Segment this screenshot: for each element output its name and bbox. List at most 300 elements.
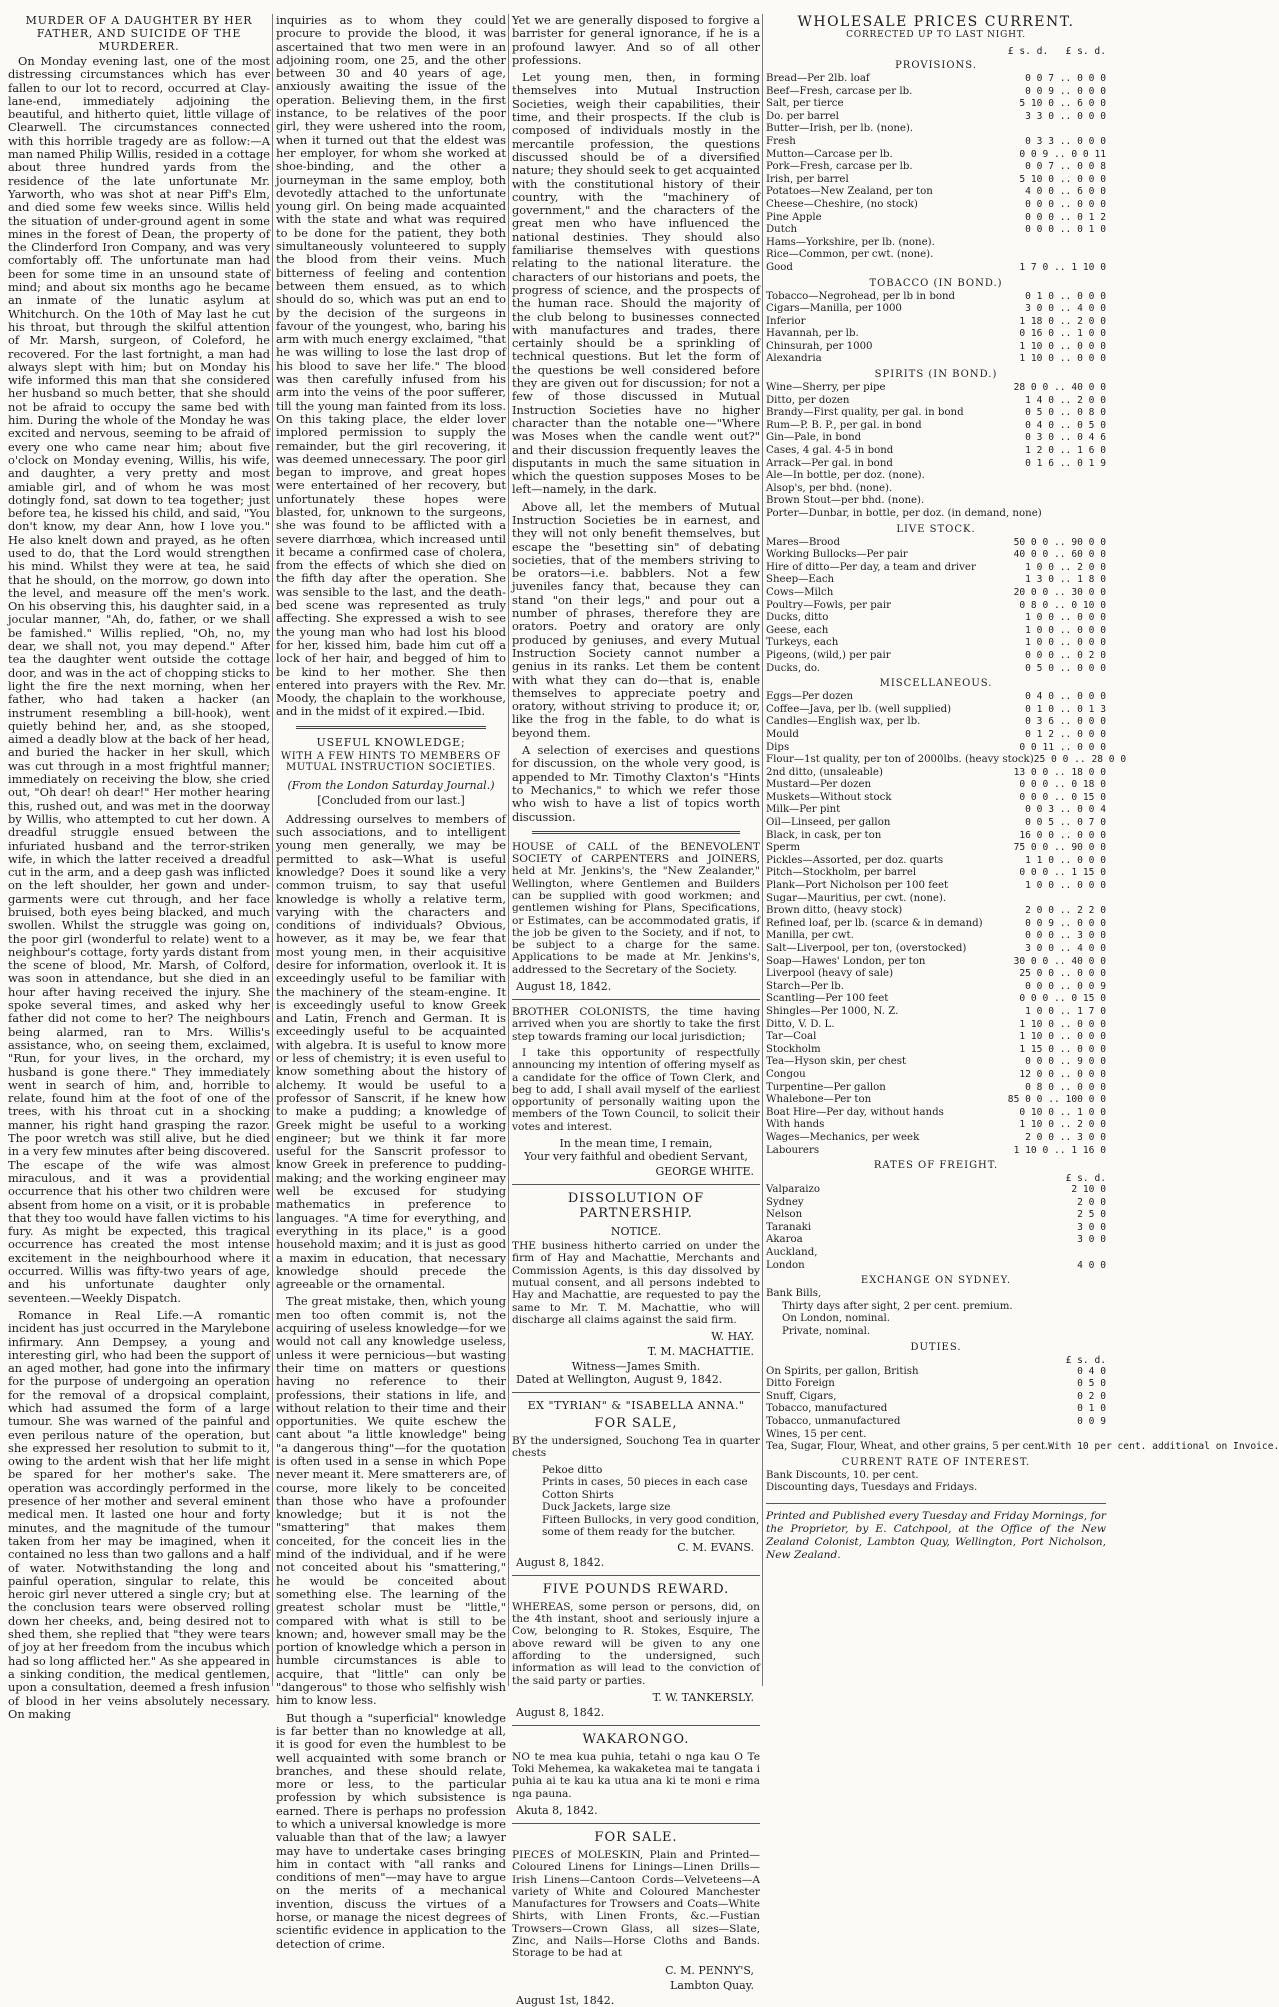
exchange-line: On London, nominal. bbox=[782, 1313, 891, 1325]
price-item-label: Ale—In bottle, per doz. (none). bbox=[766, 470, 925, 482]
price-item-value: 20 0 0 .. 30 0 0 bbox=[1013, 586, 1106, 598]
price-item-label: Potatoes—New Zealand, per ton bbox=[766, 186, 933, 198]
price-item-label: Black, in cask, per ton bbox=[766, 829, 882, 841]
price-row bbox=[766, 470, 1106, 483]
prices-title: WHOLESALE PRICES CURRENT. bbox=[797, 14, 1075, 30]
price-item-value: 1 2 0 .. 1 6 0 bbox=[1025, 445, 1106, 457]
price-item-value: 0 0 0 .. 0 18 0 bbox=[1019, 779, 1106, 791]
ad-witness: Witness—James Smith. bbox=[571, 1360, 701, 1374]
price-item-value: 0 0 0 .. 0 15 0 bbox=[1019, 791, 1106, 803]
exchange-line: Thirty days after sight, 2 per cent. premium. bbox=[782, 1300, 1013, 1312]
price-item-value: 1 10 0 .. 1 16 0 bbox=[1013, 1144, 1106, 1156]
price-item-label: Candles—English wax, per lb. bbox=[766, 716, 921, 728]
price-item-label: Tobacco—Negrohead, per lb in bond bbox=[766, 290, 956, 302]
price-row bbox=[766, 549, 1106, 562]
currency-header: £ s. d. bbox=[1065, 1173, 1106, 1185]
price-item-value: 1 7 0 .. 1 10 0 bbox=[1019, 261, 1106, 273]
price-item-value: 28 0 0 .. 40 0 0 bbox=[1013, 382, 1106, 394]
price-item-value: 0 5 0 .. 0 0 0 bbox=[1025, 662, 1106, 674]
price-row bbox=[766, 1403, 1106, 1416]
price-row bbox=[766, 1441, 1279, 1454]
ad-brother-colonists bbox=[512, 1006, 760, 1178]
price-row bbox=[766, 993, 1106, 1006]
price-row bbox=[766, 691, 1106, 704]
section-heading: SPIRITS (IN BOND.) bbox=[874, 369, 998, 381]
section-divider bbox=[532, 831, 740, 834]
price-row bbox=[766, 1234, 1106, 1247]
price-item-label: Wages—Mechanics, per week bbox=[766, 1131, 920, 1143]
price-item-label: Nelson bbox=[766, 1209, 803, 1221]
price-item-value: 0 4 0 .. 0 0 0 bbox=[1025, 691, 1106, 703]
price-item-label: Soap—Hawes' London, per ton bbox=[766, 955, 926, 967]
column-rule bbox=[762, 14, 763, 1686]
price-row bbox=[766, 716, 1106, 729]
ad-place: Lambton Quay. bbox=[670, 1978, 754, 1992]
price-row bbox=[766, 149, 1106, 162]
ad-for-sale-evans bbox=[512, 1399, 760, 1569]
price-row bbox=[766, 930, 1106, 943]
price-row bbox=[766, 1222, 1106, 1235]
article-paragraph: Addressing ourselves to members of such associations, and to intelligent young men generally, we may be permitted to ask—What is useful knowledge? Does it sound like a very common truism, to say that useful knowledge is wholly a relative term, varying with the characters and conditions of individuals? Obvious, however, as it may be, we fear that most young men, in their acquisitive desire for information, overlook it. It is exceedingly useful to be familiar with the machinery of the steam-engine. It is exceedingly useful to know Greek and Latin, French and German. It is exceedingly useful to be acquainted with algebra. It is useful to know more or less of chemistry; it is even useful to know something about the history of alchemy. It would be useful to a professor of Sanscrit, if he knew how to make a pudding; a knowledge of Greek might be useful to a working engineer; but we think it far more useful for the Sanscrit professor to know Greek in preference to pudding-making; and the working engineer may well be excused for studying mathematics in preference to languages. "A time for everything, and everything in its place," is a good household maxim; and it is just as good a maxim in education, that necessary knowledge should precede the agreeable or the ornamental. bbox=[276, 811, 506, 1292]
price-item-label: Tea, Sugar, Flour, Wheat, and other grains, 5 per cent. bbox=[766, 1441, 1049, 1453]
price-item-value: 0 0 0 .. 0 1 0 bbox=[1025, 224, 1106, 236]
price-row bbox=[766, 1082, 1106, 1095]
price-row bbox=[766, 445, 1106, 458]
price-item-value: 0 0 9 bbox=[1077, 1416, 1106, 1427]
price-row bbox=[766, 1056, 1106, 1069]
price-row bbox=[766, 303, 1106, 316]
price-item-value: 2 10 0 bbox=[1071, 1184, 1106, 1196]
price-item-value: 1 10 0 .. 0 0 0 bbox=[1019, 340, 1106, 352]
duties-table bbox=[766, 1365, 1279, 1454]
price-item-value: 0 4 0 bbox=[1077, 1365, 1106, 1377]
price-item-value: 0 0 11 .. 0 0 0 bbox=[1019, 741, 1106, 753]
price-row bbox=[766, 905, 1106, 918]
price-item-value bbox=[1002, 483, 1106, 496]
price-row bbox=[766, 981, 1106, 994]
section-divider bbox=[296, 726, 486, 729]
price-row bbox=[766, 704, 1106, 717]
price-row bbox=[766, 1197, 1106, 1210]
freight-table bbox=[766, 1184, 1106, 1272]
duties-column-header bbox=[766, 1355, 1106, 1366]
price-item-value: 5 10 0 .. 0 0 0 bbox=[1019, 173, 1106, 185]
price-item-label: Rice—Common, per cwt. (none). bbox=[766, 249, 934, 261]
price-item-label: Coffee—Java, per lb. (well supplied) bbox=[766, 703, 952, 715]
ad-title: WAKARONGO. bbox=[582, 1731, 690, 1747]
price-item-value: 0 3 6 .. 0 0 0 bbox=[1025, 716, 1106, 728]
price-item-label: Hire of ditto—Per day, a team and driver bbox=[766, 561, 976, 573]
price-item-value bbox=[1002, 470, 1106, 483]
price-row bbox=[766, 432, 1106, 445]
ad-divider bbox=[512, 1392, 760, 1393]
price-row bbox=[766, 237, 1106, 250]
price-item-value: 1 1 0 .. 0 0 0 bbox=[1025, 854, 1106, 866]
interest-line: Bank Discounts, 10. per cent. bbox=[766, 1469, 919, 1481]
ad-for-sale-penny bbox=[512, 1830, 760, 2007]
price-item-value: 0 0 0 .. 0 1 2 bbox=[1025, 211, 1106, 223]
price-item-label: Geese, each bbox=[766, 624, 829, 636]
price-item-label: Tar—Coal bbox=[766, 1031, 817, 1043]
exchange-line: Bank Bills, bbox=[766, 1288, 822, 1300]
list-item: Prints in cases, 50 pieces in each case bbox=[542, 1476, 748, 1489]
section-heading: DUTIES. bbox=[910, 1341, 962, 1353]
price-item-value: 0 0 0 .. 9 0 0 bbox=[1025, 1056, 1106, 1068]
ad-title: FOR SALE, bbox=[594, 1416, 678, 1432]
price-row bbox=[766, 537, 1106, 550]
price-row bbox=[766, 123, 1106, 136]
price-row bbox=[766, 224, 1106, 237]
price-row bbox=[766, 1145, 1106, 1158]
price-item-label: Boat Hire—Per day, without hands bbox=[766, 1106, 944, 1118]
ad-title: DISSOLUTION OF PARTNERSHIP. bbox=[567, 1191, 705, 1222]
price-row bbox=[766, 1132, 1106, 1145]
price-item-label: Brandy—First quality, per gal. in bond bbox=[766, 407, 964, 419]
ad-wakarongo bbox=[512, 1732, 760, 1817]
price-item-label: Bread—Per 2lb. loaf bbox=[766, 73, 870, 84]
price-item-label: Dips bbox=[766, 741, 790, 753]
price-item-label: Ditto, V. D. L. bbox=[766, 1018, 835, 1030]
ad-signature: GEORGE WHITE. bbox=[655, 1165, 754, 1179]
article-paragraph: Above all, let the members of Mutual Instruction Societies be in earnest, and they will not only benefit themselves, but escape the "besetting sin" of debating societies, that of the members striving to be orators—i.e. babblers. Not a few juveniles fancy that, because they can stand "on their legs," and pour out a number of phrases, therefore they are orators. Poetry and oratory are only produced by geniuses, and every Mutual Instruction Society cannot number a genius in its ranks. Let them be content with what they can do—that is, enable themselves to appreciate poetry and oratory, without striving to produce it; or, like the frog in the fable, to do what is beyond them. bbox=[512, 499, 760, 740]
price-item-value bbox=[1002, 237, 1106, 250]
subheadline: WITH A FEW HINTS TO MEMBERS OF MUTUAL INSTRUCTION SOCIETIES. bbox=[280, 750, 502, 773]
price-item-value: 75 0 0 .. 90 0 0 bbox=[1013, 842, 1106, 854]
price-row bbox=[766, 918, 1106, 931]
price-item-label: Manilla, per cwt. bbox=[766, 930, 854, 942]
article-paragraph: A selection of exercises and questions for discussion, on the whole very good, is appended to Mr. Timothy Claxton's "Hints to Mechanics," to which we refer those who wish to have a list of topics worth discussion. bbox=[512, 743, 760, 824]
price-item-label: Congou bbox=[766, 1068, 806, 1080]
price-item-value: 13 0 0 .. 18 0 0 bbox=[1013, 766, 1106, 778]
price-row bbox=[766, 86, 1106, 99]
price-item-label: Pigeons, (wild,) per pair bbox=[766, 649, 891, 661]
price-item-value: 12 0 0 .. 0 0 0 bbox=[1019, 1068, 1106, 1080]
price-row bbox=[766, 867, 1106, 880]
price-item-value: 1 0 0 .. 0 0 0 bbox=[1025, 624, 1106, 636]
price-item-label: Auckland, bbox=[766, 1247, 818, 1259]
price-item-value bbox=[1002, 123, 1106, 136]
price-item-value: 0 0 0 .. 0 2 0 bbox=[1025, 649, 1106, 661]
price-item-label: Sugar—Mauritius, per cwt. (none). bbox=[766, 892, 947, 904]
price-item-label: Pork—Fresh, carcase per lb. bbox=[766, 161, 913, 173]
exchange-line: Private, nominal. bbox=[782, 1326, 871, 1338]
price-item-label: Salt, per tierce bbox=[766, 98, 844, 110]
price-item-label: Akaroa bbox=[766, 1234, 803, 1246]
price-row bbox=[766, 249, 1106, 262]
price-item-value: 1 0 0 .. 0 0 0 bbox=[1025, 637, 1106, 649]
price-item-label: Pickles—Assorted, per doz. quarts bbox=[766, 854, 944, 866]
price-item-label: Liverpool (heavy of sale) bbox=[766, 968, 894, 980]
price-item-value: 0 0 9 .. 0 0 0 bbox=[1025, 85, 1106, 97]
price-item-value: 5 10 0 .. 6 0 0 bbox=[1019, 98, 1106, 110]
price-item-value: 0 5 0 .. 0 8 0 bbox=[1025, 407, 1106, 419]
price-row bbox=[766, 880, 1106, 893]
price-item-label: Porter—Dunbar, in bottle, per doz. (in demand, none) bbox=[766, 508, 1042, 519]
price-row bbox=[766, 587, 1106, 600]
price-row bbox=[766, 1391, 1106, 1404]
ad-reward bbox=[512, 1582, 760, 1719]
section-heading: EXCHANGE ON SYDNEY. bbox=[860, 1275, 1012, 1287]
price-item-value: 1 18 0 .. 2 0 0 bbox=[1019, 315, 1106, 327]
price-row bbox=[766, 663, 1106, 676]
price-item-value: 2 5 0 bbox=[1077, 1209, 1106, 1221]
ad-body: I take this opportunity of respectfully announcing my intention of offering myself as a candidate for the office of Town Clerk, and beg to add, I shall avail myself of the earliest opportunity of personally waiting upon the members of the Town Council, to solicit their votes and interest. bbox=[512, 1046, 760, 1133]
price-item-value: 1 10 0 .. 0 0 0 bbox=[1019, 1018, 1106, 1030]
price-item-value: 0 1 6 .. 0 1 9 bbox=[1025, 457, 1106, 469]
price-item-value: 2 0 0 bbox=[1077, 1196, 1106, 1208]
ad-body: BY the undersigned, Souchong Tea in quarter chests bbox=[512, 1435, 760, 1460]
price-row bbox=[766, 495, 1106, 508]
price-row bbox=[766, 174, 1106, 187]
price-item-label: Do. per barrel bbox=[766, 110, 839, 122]
freight-column-header bbox=[766, 1173, 1106, 1184]
price-item-value: 0 1 0 bbox=[1077, 1403, 1106, 1415]
article-source: (From the London Saturday Journal.) bbox=[287, 778, 495, 792]
price-item-value bbox=[1002, 1429, 1106, 1442]
price-row bbox=[766, 341, 1106, 354]
price-row bbox=[766, 1378, 1106, 1391]
price-item-label: Mares—Brood bbox=[766, 536, 840, 548]
price-item-value: 0 1 0 .. 0 0 0 bbox=[1025, 290, 1106, 302]
price-row bbox=[766, 562, 1106, 575]
column-4-prices bbox=[766, 14, 1279, 1686]
price-row bbox=[766, 420, 1106, 433]
price-item-value: 0 0 0 .. 3 0 0 bbox=[1025, 930, 1106, 942]
prices-subtitle: CORRECTED UP TO LAST NIGHT. bbox=[846, 30, 1026, 40]
price-row bbox=[766, 161, 1106, 174]
price-item-label: Valparaizo bbox=[766, 1184, 821, 1196]
price-item-label: On Spirits, per gallon, British bbox=[766, 1365, 919, 1377]
section-heading: CURRENT RATE OF INTEREST. bbox=[841, 1456, 1031, 1468]
ad-divider bbox=[512, 1823, 760, 1824]
price-row bbox=[766, 136, 1106, 149]
price-item-value: 1 0 0 .. 2 0 0 bbox=[1025, 561, 1106, 573]
price-item-label: Mustard—Per dozen bbox=[766, 779, 872, 791]
price-item-value: 25 0 0 .. 28 0 0 bbox=[1033, 754, 1127, 766]
price-item-value: 0 3 0 .. 0 4 6 bbox=[1025, 432, 1106, 444]
ad-date: Akuta 8, 1842. bbox=[516, 1803, 598, 1817]
price-item-label: London bbox=[766, 1259, 805, 1271]
price-item-label: Turkeys, each bbox=[766, 637, 839, 649]
price-item-label: Hams—Yorkshire, per lb. (none). bbox=[766, 236, 935, 248]
price-item-value: 1 10 0 .. 0 0 0 bbox=[1019, 1031, 1106, 1043]
price-row bbox=[766, 968, 1106, 981]
price-row bbox=[766, 328, 1106, 341]
ad-signature: T. W. TANKERSLY. bbox=[652, 1690, 754, 1704]
price-row bbox=[766, 395, 1106, 408]
price-item-label: Good bbox=[766, 261, 793, 273]
ad-title: EX "TYRIAN" & "ISABELLA ANNA." bbox=[527, 1399, 745, 1413]
price-item-label: Oil—Linseed, per gallon bbox=[766, 817, 891, 829]
price-item-label: Mutton—Carcase per lb. bbox=[766, 148, 893, 160]
price-item-label: Stockholm bbox=[766, 1043, 821, 1055]
ad-title: FOR SALE. bbox=[594, 1829, 678, 1845]
price-row bbox=[766, 1107, 1106, 1120]
ad-date: August 8, 1842. bbox=[516, 1705, 605, 1719]
section-heading: TOBACCO (IN BOND.) bbox=[869, 277, 1003, 289]
price-row bbox=[766, 1031, 1106, 1044]
ad-closing: In the mean time, I remain, bbox=[559, 1137, 713, 1151]
section-heading: LIVE STOCK. bbox=[896, 523, 976, 535]
price-item-label: With hands bbox=[766, 1119, 825, 1131]
price-item-value: 0 0 0 .. 0 0 0 bbox=[1025, 198, 1106, 210]
column-2 bbox=[276, 13, 506, 1951]
ad-closing: Your very faithful and obedient Servant, bbox=[524, 1150, 748, 1164]
price-item-value: 30 0 0 .. 40 0 0 bbox=[1013, 955, 1106, 967]
price-row bbox=[766, 1006, 1106, 1019]
article-paragraph: But though a "superficial" knowledge is far better than no knowledge at all, it is good for even the humblest to be well acquainted with some branch or branches, and these should relate, more or less, to the particular profession by which subsistence is earned. There is perhaps no profession to which a universal knowledge is more valuable than that of the law; a lawyer may have to undertake cases bringing him in contact with "all ranks and conditions of men"—may have to argue on the merits of a mechanical invention, discuss the virtues of a horse, or manage the nicest degrees of scientific evidence in application to the detection of crime. bbox=[276, 1710, 506, 1951]
price-item-value bbox=[1042, 508, 1106, 521]
price-item-label: Butter—Irish, per lb. (none). bbox=[766, 123, 914, 135]
price-item-label: Cases, 4 gal. 4-5 in bond bbox=[766, 445, 894, 457]
price-item-value bbox=[1002, 893, 1106, 906]
column-1 bbox=[8, 14, 270, 1721]
price-row bbox=[766, 792, 1106, 805]
section-heading: MISCELLANEOUS. bbox=[879, 678, 993, 690]
price-item-value: 3 0 0 .. 4 0 0 bbox=[1025, 303, 1106, 315]
price-item-label: Sydney bbox=[766, 1196, 804, 1208]
price-item-value: 0 1 0 .. 0 1 3 bbox=[1025, 703, 1106, 715]
price-item-label: Tobacco, manufactured bbox=[766, 1403, 888, 1415]
price-item-label: Scantling—Per 100 feet bbox=[766, 993, 889, 1005]
column-rule bbox=[508, 14, 509, 1686]
price-item-label: Whalebone—Per ton bbox=[766, 1094, 872, 1106]
ad-notice: NOTICE. bbox=[610, 1225, 662, 1239]
price-row bbox=[766, 600, 1106, 613]
price-item-value: 0 4 0 .. 0 5 0 bbox=[1025, 419, 1106, 431]
price-item-value bbox=[1002, 495, 1106, 508]
section-heading: RATES OF FREIGHT. bbox=[873, 1160, 999, 1172]
price-item-value bbox=[1002, 249, 1106, 262]
price-item-value bbox=[1002, 1247, 1106, 1260]
price-row bbox=[766, 1366, 1106, 1379]
ad-divider bbox=[512, 1575, 760, 1576]
ad-body: BROTHER COLONISTS, the time having arrived when you are shortly to take the first step towards framing our local jurisdiction; bbox=[512, 1006, 760, 1043]
price-row bbox=[766, 1119, 1106, 1132]
price-row bbox=[766, 1044, 1106, 1057]
ad-house-of-call bbox=[512, 841, 760, 993]
headline-murder: MURDER OF A DAUGHTER BY HER FATHER, AND SUICIDE OF THE MURDERER. bbox=[25, 14, 253, 53]
price-item-label: Labourers bbox=[766, 1144, 820, 1156]
ad-date: August 8, 1842. bbox=[516, 1555, 605, 1569]
price-item-label: 2nd ditto, (unsaleable) bbox=[766, 766, 883, 778]
price-row bbox=[766, 650, 1106, 663]
ad-body: THE business hitherto carried on under the firm of Hay and Machattie, Merchants and Commission Agents, is this day dissolved by mutual consent, and all persons indebted to Hay and Machattie, are requested to pay the same to Mr. T. M. Machattie, who will discharge all claims against the said firm. bbox=[512, 1240, 760, 1326]
ad-item-list bbox=[512, 1464, 760, 1539]
price-item-value: 0 5 0 bbox=[1077, 1378, 1106, 1390]
price-item-label: Fresh bbox=[766, 135, 796, 147]
price-row bbox=[766, 458, 1106, 471]
price-row bbox=[766, 111, 1106, 124]
price-row bbox=[766, 262, 1106, 275]
price-item-value: 1 4 0 .. 2 0 0 bbox=[1025, 394, 1106, 406]
price-row bbox=[766, 842, 1106, 855]
price-item-label: Ducks, ditto bbox=[766, 612, 829, 624]
ad-signature: C. M. PENNY'S, bbox=[665, 1963, 754, 1977]
list-item: Cotton Shirts bbox=[542, 1488, 614, 1501]
price-item-label: Chinsurah, per 1000 bbox=[766, 340, 873, 352]
price-item-label: Turpentine—Per gallon bbox=[766, 1081, 886, 1093]
price-item-label: Eggs—Per dozen bbox=[766, 691, 854, 703]
ad-divider bbox=[512, 999, 760, 1000]
headline-useful-knowledge: USEFUL KNOWLEDGE; bbox=[316, 735, 466, 749]
article-paragraph: On Monday evening last, one of the most distressing circumstances which has ever fallen to our lot to record, occurred at Clay-lane-end, immediately adjoining the beautiful, and hitherto quiet, little village of Clearwell. The circumstances connected with this horrible tragedy are as follow:—A man named Philip Willis, resided in a cottage about three hundred yards from the residence of the late unfortunate Mr. Yarworth, who was shot at near Piff's Elm, and died some few weeks since. Willis held the situation of under-ground agent in some mines in the forest of Dean, the property of the Clinderford Iron Company, and was very comfortably off. The unfortunate man had been for some time in an unsound state of mind; and about six months ago he became an inmate of the lunatic asylum at Whitchurch. On the 10th of May last he cut his throat, but through the skilful attention of Mr. Marsh, surgeon, of Coleford, he recovered. For the last fortnight, a man had always slept with him; but on Monday his wife informed this man that she considered her husband so much better, that she should not be afraid to occupy the same bed with him. During the whole of the Monday he was excited and nervous, seeming to be afraid of every one who came near him; about five o'clock on Monday evening, Willis, his wife, and daughter, a very pretty and most amiable girl, and of whom he was most dotingly fond, sat down to tea together; just before tea, he kissed his child, and said, "You don't know, my dear Ann, how I love you." He also knelt down and prayed, as he often used to do, that the Lord would strengthen his mind. Whilst they were at tea, he said that he should, on the morrow, go down into the level, and measure off the men's work. On his observing this, his daughter said, in a jocular manner, "Ah, do, father, or we shall be famished." Willis replied, "Oh, no, my dear, we shall not, you may depend." After tea the daughter went outside the cottage door, and was in the act of chopping sticks to light the fire the next morning, when her father, who had taken a hacker (an instrument resembling a bill-hook), went quietly behind her, and, as she stooped, aimed a deadly blow at the back of her head, and buried the hacker in her skull, which was cut through in a most frightful manner; immediately on receiving the blow, she cried out, "Oh dear! oh dear!" Her mother hearing this, rushed out, and was met in the doorway by Willis, who attempted to cut her down. A dreadful struggle ensued between the infuriated husband and the terror-striken wife, in which the latter received a dreadful cut in the arm, and a deep gash was inflicted on the left shoulder, her gown and under-garments were cut through, and her face bruised, both eyes being blacked, and much swollen. Whilst the struggle was going on, the poor girl (wonderful to relate) went to a neighbour's cottage, forty yards distant from the scene of blood, Mr. Marsh, of Colford, was soon in attendance, but she died in an hour after having received the injury. She spoke several times, and asked why her father did not come to her? The neighbours being alarmed, ran to Mrs. Willis's assistance, who, on seeing them, exclaimed, "Run, for your lives, in the orchard, my husband is gone there." They immediately went in search of him, and, horrible to relate, found him at the foot of one of the trees, with his throat cut in a shocking manner, his right hand grasping the razor. The poor wretch was still alive, but he died in a very few minutes after being discovered. The escape of the wife was almost miraculous, and it was a providential occurrence that his other two children were absent from home on a visit, or it is probable that they too would have fallen victims to his fury. As might be expected, this tragical occurrence has created the most intense excitement in the neighbourhood where it occurred. Willis was fifty-two years of age, and his unfortunate daughter only seventeen.—Weekly Dispatch. bbox=[8, 54, 270, 1305]
price-item-label: Flour—1st quality, per ton of 2000lbs. (heavy stock) bbox=[766, 754, 1034, 766]
price-item-value: 0 0 9 .. 0 0 11 bbox=[1019, 148, 1106, 160]
price-item-label: Starch—Per lb. bbox=[766, 980, 845, 992]
price-item-value: 16 0 0 .. 0 0 0 bbox=[1019, 829, 1106, 841]
column-rule bbox=[272, 14, 273, 1686]
price-item-value: 1 0 0 .. 1 7 0 bbox=[1025, 1005, 1106, 1017]
price-row bbox=[766, 779, 1106, 792]
price-item-value: 1 10 0 .. 2 0 0 bbox=[1019, 1119, 1106, 1131]
article-paragraph: The great mistake, then, which young men too often commit is, not the acquiring of useless knowledge—for we would not call any knowledge useless, unless it were pernicious—but wasting their time on matters or questions having no reference to their professions, their stations in life, and without relation to their time and their opportunities. We quite eschew the cant about "a little knowledge" being "a dangerous thing"—for the quotation is often used in a sense in which Pope never meant it. Mere smatterers are, of course, more likely to be conceited than those who have a profounder knowledge; but it is not the "smattering" that makes them conceited, for the conceit lies in the mind of the individual, and if he were not conceited about his "smattering," he would be conceited about something else. The learning of the greatest scholar must be "little," compared with what is still to be known; and, however small may be the portion of knowledge which a person in humble circumstances is able to acquire, that "little" can only be "dangerous" to those who selfishly wish him to know less. bbox=[276, 1294, 506, 1708]
price-row bbox=[766, 956, 1106, 969]
price-item-value: 0 1 2 .. 0 0 0 bbox=[1025, 728, 1106, 740]
price-item-value: 3 0 0 .. 4 0 0 bbox=[1025, 943, 1106, 954]
price-row bbox=[766, 943, 1106, 956]
price-row bbox=[766, 291, 1106, 304]
price-item-value: 0 16 0 .. 1 0 0 bbox=[1019, 328, 1106, 340]
price-item-value: 0 0 9 .. 0 0 0 bbox=[1025, 917, 1106, 929]
list-item: Duck Jackets, large size bbox=[542, 1501, 671, 1514]
price-item-label: Alsop's, per bhd. (none). bbox=[766, 482, 893, 494]
price-item-value: 0 0 0 .. 1 15 0 bbox=[1019, 867, 1106, 879]
price-item-label: Beef—Fresh, carcase per lb. bbox=[766, 85, 913, 97]
price-item-value: 0 0 7 .. 0 0 8 bbox=[1025, 161, 1106, 173]
section-heading: PROVISIONS. bbox=[895, 60, 977, 71]
price-item-label: Cigars—Manilla, per 1000 bbox=[766, 303, 902, 315]
price-row bbox=[766, 637, 1106, 650]
price-item-label: Tobacco, unmanufactured bbox=[766, 1416, 901, 1427]
price-row bbox=[766, 316, 1106, 329]
price-item-value: 2 0 0 .. 3 0 0 bbox=[1025, 1131, 1106, 1143]
article-paragraph: Yet we are generally disposed to forgive a barrister for general ignorance, if he is a profound lawyer. And so of all other professions. bbox=[512, 13, 760, 67]
price-row bbox=[766, 767, 1106, 780]
ad-date: August 1st, 1842. bbox=[516, 1993, 615, 2007]
ad-date: August 18, 1842. bbox=[516, 980, 612, 994]
price-row bbox=[766, 742, 1106, 755]
price-item-value: 0 2 0 bbox=[1077, 1390, 1106, 1402]
price-item-label: Sheep—Each bbox=[766, 574, 835, 586]
ad-body: PIECES of MOLESKIN, Plain and Printed—Coloured Linens for Linings—Linen Drills—Irish Linens—Cantoon Cords—Velveteens—A variety of White and Coloured Manchester Manufactures for Trowsers and Coats—White Shirts, with Linen Fronts, &c.—Fustian Trowsers—Crown Glass, all sizes—Slate, Zinc, and Nails—Horse Cloths and Bands. Storage to be had at bbox=[512, 1848, 760, 1960]
price-row bbox=[766, 574, 1106, 587]
price-item-value: With 10 per cent. additional on Invoice. bbox=[1048, 1441, 1279, 1453]
price-item-value: 1 15 0 .. 0 0 0 bbox=[1019, 1043, 1106, 1055]
column-3 bbox=[512, 13, 760, 2007]
price-row bbox=[766, 382, 1106, 395]
article-paragraph: Let young men, then, in forming themselves into Mutual Instruction Societies, weigh their capabilities, their time, and their prospects. If the club is composed of individuals mostly in the mercantile profession, the questions discussed should be of a diversified nature; they should seek to get acquainted with the constitutional history of their country, with the "machinery of government," and the characters of the great men who have influenced the national destinies. They should also familiarise themselves with questions relating to the national literature. the characters of our historians and poets, the progress of science, and the prospects of the human race. Should the majority of the club belong to businesses connected with manufactures and trades, there certainly should be a sprinkling of technical questions. But let the form of the questions be well considered before they are given out for discussion; for not a few of those discussed in Mutual Instruction Societies have no higher character than the notable one—"Where was Moses when the candle went out?" and their discussion frequently leaves the disputants in much the same situation in which the question supposes Moses to be left—namely, in the dark. bbox=[512, 70, 760, 497]
price-item-label: Cheese—Cheshire, (no stock) bbox=[766, 198, 918, 210]
article-paragraph: Romance in Real Life.—A romantic incident has just occurred in the Marylebone infirmary. Ann Dempsey, a young and interesting girl, who had been the support of an aged mother, had gone into the infirmary for the purpose of undergoing an operation for the removal of a dropsical complaint, which had assumed the form of a large tumour. She was warned of the painful and even perilous nature of the operation, but she expressed her resolution to submit to it, owing to the ardent wish that her life might be spared for her mother's sake. The operation was accordingly performed in the presence of her mother and several eminent medical men. It lasted one hour and forty minutes, and the magnitude of the tumour taken from her may be imagined, when it contained no less than two gallons and a half of water. Notwithstanding the long and painful operation, singular to relate, this heroic girl never uttered a single cry; but at the conclusion tears were observed rolling down her cheeks, and, being desired not to shed them, she replied that "they were tears of joy at her freedom from the incubus which had so long afflicted her." As she appeared in a sinking condition, the medical gentlemen, upon a consultation, deemed a fresh infusion of blood in her veins absolutely necessary. On making bbox=[8, 1307, 270, 1721]
price-item-value: 2 0 0 .. 2 2 0 bbox=[1025, 905, 1106, 917]
price-item-value: 3 0 0 bbox=[1077, 1221, 1106, 1233]
price-item-label: Shingles—Per 1000, N. Z. bbox=[766, 1005, 899, 1017]
price-row bbox=[766, 754, 1127, 767]
price-row bbox=[766, 353, 1106, 366]
price-item-label: Taranaki bbox=[766, 1221, 812, 1233]
price-row bbox=[766, 1209, 1106, 1222]
price-row bbox=[766, 1260, 1106, 1273]
price-item-label: Brown ditto, (heavy stock) bbox=[766, 905, 903, 917]
price-row bbox=[766, 483, 1106, 496]
price-item-label: Brown Stout—per bhd. (none). bbox=[766, 495, 925, 507]
ad-divider bbox=[512, 1184, 760, 1185]
ad-signature: C. M. EVANS. bbox=[677, 1540, 754, 1554]
price-row bbox=[766, 729, 1106, 742]
price-item-value: 0 8 0 .. 0 0 0 bbox=[1025, 1081, 1106, 1093]
price-row bbox=[766, 1247, 1106, 1260]
